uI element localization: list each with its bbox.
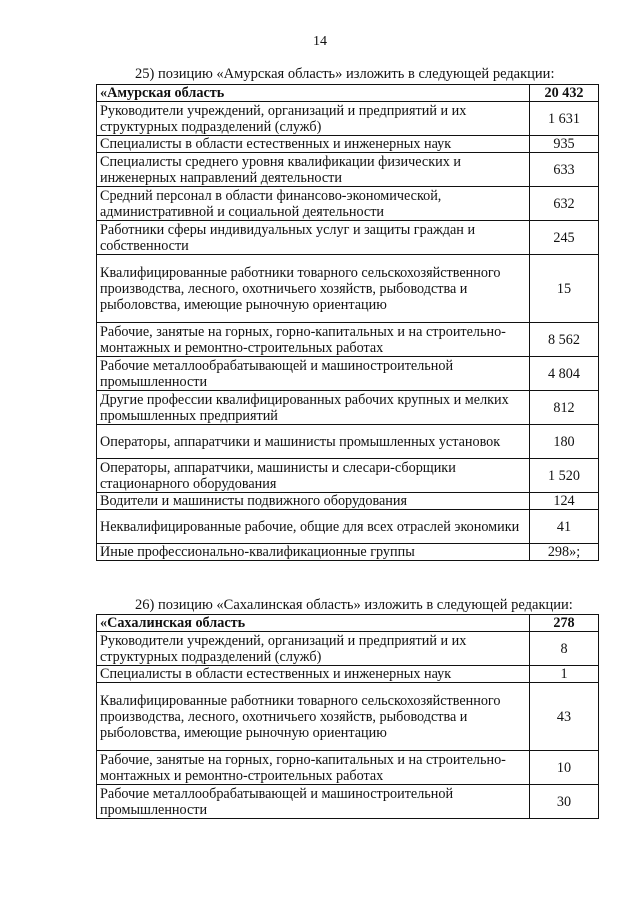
occupation-group: Специалисты в области естественных и инженерных наук bbox=[97, 666, 530, 683]
table-header-row bbox=[97, 85, 599, 102]
table-amur-oblast bbox=[96, 84, 599, 561]
region-name: «Сахалинская область bbox=[97, 615, 530, 632]
occupation-count: 10 bbox=[530, 751, 599, 785]
occupation-group: Операторы, аппаратчики, машинисты и слесари-сборщики стационарного оборудования bbox=[97, 459, 530, 493]
page-number: 14 bbox=[313, 34, 327, 49]
occupation-count: 632 bbox=[530, 187, 599, 221]
table-row bbox=[97, 323, 599, 357]
table-body bbox=[97, 615, 599, 819]
table-row bbox=[97, 666, 599, 683]
region-total: 278 bbox=[530, 615, 599, 632]
table-row bbox=[97, 391, 599, 425]
occupation-count: 30 bbox=[530, 785, 599, 819]
occupation-count: 8 bbox=[530, 632, 599, 666]
table-row bbox=[97, 459, 599, 493]
occupation-group: Рабочие металлообрабатывающей и машиностроительной промышленности bbox=[97, 785, 530, 819]
section-intro-amur: 25) позицию «Амурская область» изложить в следующей редакции: bbox=[135, 66, 555, 82]
occupation-group: Операторы, аппаратчики и машинисты промышленных установок bbox=[97, 425, 530, 459]
occupation-count: 633 bbox=[530, 153, 599, 187]
table-sakhalin-oblast bbox=[96, 614, 599, 819]
occupation-group: Работники сферы индивидуальных услуг и защиты граждан и собственности bbox=[97, 221, 530, 255]
occupation-group: Рабочие, занятые на горных, горно-капитальных и на строительно-монтажных и ремонтно-строительных работах bbox=[97, 323, 530, 357]
occupation-count: 124 bbox=[530, 493, 599, 510]
table-row bbox=[97, 255, 599, 323]
table-row bbox=[97, 153, 599, 187]
occupation-group: Квалифицированные работники товарного сельскохозяйственного производства, лесного, охотничьего хозяйств, рыбоводства и рыболовства, имеющие рыночную ориентацию bbox=[97, 255, 530, 323]
occupation-count: 298»; bbox=[530, 544, 599, 561]
occupation-count: 245 bbox=[530, 221, 599, 255]
region-total: 20 432 bbox=[530, 85, 599, 102]
table-row bbox=[97, 425, 599, 459]
occupation-count: 15 bbox=[530, 255, 599, 323]
occupation-group: Руководители учреждений, организаций и предприятий и их структурных подразделений (служб) bbox=[97, 102, 530, 136]
table-row bbox=[97, 357, 599, 391]
region-name: «Амурская область bbox=[97, 85, 530, 102]
occupation-count: 180 bbox=[530, 425, 599, 459]
occupation-count: 935 bbox=[530, 136, 599, 153]
table-body bbox=[97, 85, 599, 561]
occupation-group: Другие профессии квалифицированных рабочих крупных и мелких промышленных предприятий bbox=[97, 391, 530, 425]
table-row bbox=[97, 493, 599, 510]
table-row bbox=[97, 136, 599, 153]
occupation-group: Рабочие металлообрабатывающей и машиностроительной промышленности bbox=[97, 357, 530, 391]
occupation-group: Руководители учреждений, организаций и предприятий и их структурных подразделений (служб) bbox=[97, 632, 530, 666]
occupation-count: 4 804 bbox=[530, 357, 599, 391]
occupation-count: 1 631 bbox=[530, 102, 599, 136]
occupation-count: 1 520 bbox=[530, 459, 599, 493]
occupation-group: Иные профессионально-квалификационные группы bbox=[97, 544, 530, 561]
occupation-group: Неквалифицированные рабочие, общие для всех отраслей экономики bbox=[97, 510, 530, 544]
occupation-group: Специалисты среднего уровня квалификации физических и инженерных направлений деятельности bbox=[97, 153, 530, 187]
occupation-group: Специалисты в области естественных и инженерных наук bbox=[97, 136, 530, 153]
occupation-count: 1 bbox=[530, 666, 599, 683]
occupation-count: 43 bbox=[530, 683, 599, 751]
occupation-count: 41 bbox=[530, 510, 599, 544]
occupation-count: 8 562 bbox=[530, 323, 599, 357]
section-intro-sakhalin: 26) позицию «Сахалинская область» изложить в следующей редакции: bbox=[135, 597, 573, 613]
table-row bbox=[97, 221, 599, 255]
table-row bbox=[97, 632, 599, 666]
occupation-group: Водители и машинисты подвижного оборудования bbox=[97, 493, 530, 510]
table-row bbox=[97, 785, 599, 819]
occupation-group: Рабочие, занятые на горных, горно-капитальных и на строительно-монтажных и ремонтно-строительных работах bbox=[97, 751, 530, 785]
occupation-group: Средний персонал в области финансово-экономической, административной и социальной деятельности bbox=[97, 187, 530, 221]
occupation-group: Квалифицированные работники товарного сельскохозяйственного производства, лесного, охотничьего хозяйств, рыбоводства и рыболовства, имеющие рыночную ориентацию bbox=[97, 683, 530, 751]
table-row bbox=[97, 683, 599, 751]
table-row bbox=[97, 510, 599, 544]
occupation-count: 812 bbox=[530, 391, 599, 425]
table-header-row bbox=[97, 615, 599, 632]
table-row bbox=[97, 187, 599, 221]
table-row bbox=[97, 751, 599, 785]
table-row bbox=[97, 544, 599, 561]
table-row bbox=[97, 102, 599, 136]
